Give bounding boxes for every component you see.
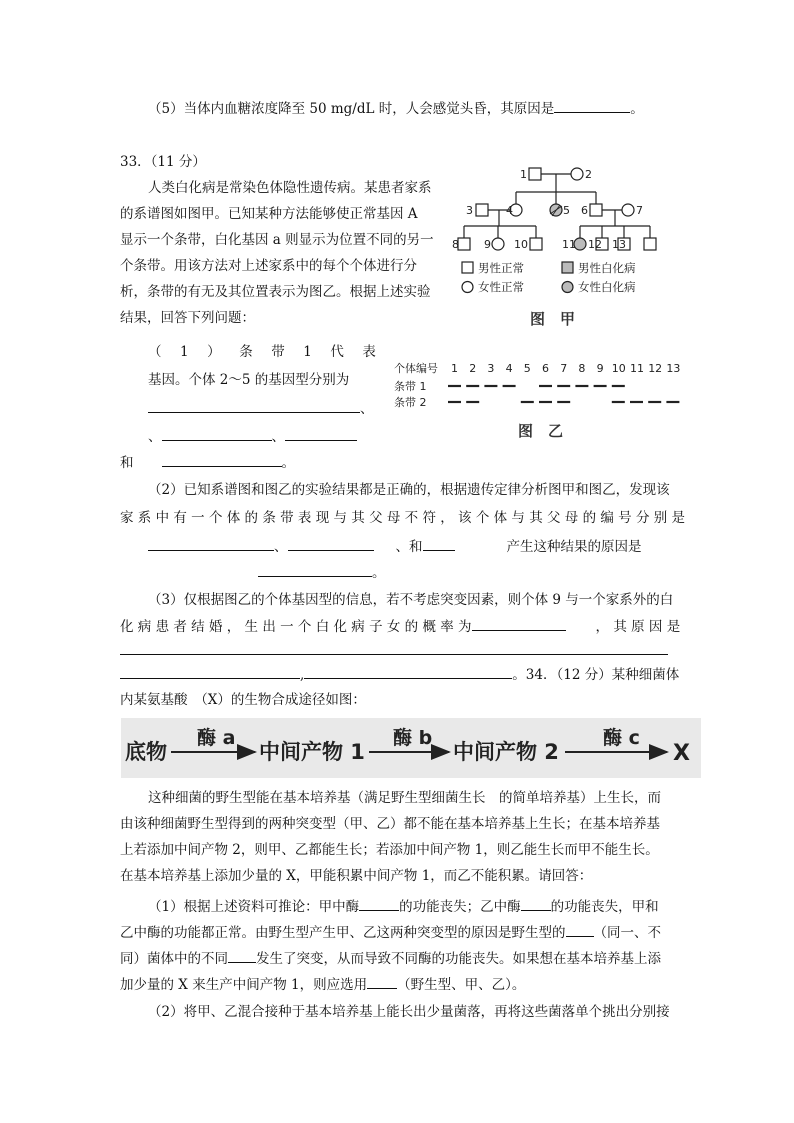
figure-jia-caption: 图 甲: [530, 310, 576, 328]
q34-q1-line2: 乙中酶的功能都正常。由野生型产生甲、乙这两种突变型的原因是野生型的 （同一、不: [120, 922, 661, 943]
intermediate-2-label: 中间产物 2: [453, 740, 559, 764]
enzyme-yi-blank[interactable]: [521, 896, 551, 911]
genotype-blank-3[interactable]: [162, 426, 272, 441]
parent-blank-2[interactable]: [423, 536, 455, 551]
pedigree-id-1: 1: [520, 168, 527, 181]
reason-blank-2[interactable]: [120, 664, 300, 679]
legend-female-albino: 女性白化病: [578, 280, 636, 294]
gene-blank[interactable]: [228, 948, 256, 963]
pedigree-id-7: 7: [636, 204, 643, 217]
select-strain-blank[interactable]: [367, 974, 397, 989]
q33-header: 33．（11 分）: [120, 154, 206, 170]
pedigree-id-12: 12: [588, 238, 602, 251]
probability-blank[interactable]: [472, 616, 566, 631]
pedigree-id-2: 2: [585, 168, 592, 181]
q34-q1-line1: （1）根据上述资料可推论：甲中酶 的功能丧失；乙中酶 的功能丧失，甲和: [148, 896, 659, 917]
q33-intro-4: 个条带。用该方法对上述家系中的每个个体进行分: [120, 258, 417, 274]
band-row-header: 个体编号: [394, 362, 438, 375]
intermediate-1-label: 中间产物 1: [259, 740, 365, 764]
band-number: 2: [469, 362, 477, 375]
q33-p3-line3: [120, 640, 668, 661]
q33-p2-line4: 。: [258, 562, 386, 583]
q33-intro-3: 显示一个条带，白化基因 a 则显示为位置不同的另一: [120, 232, 434, 248]
genotype-blank-2[interactable]: [148, 398, 360, 413]
q34-para-3: 上若添加中间产物 2，则甲、乙都能生长；若添加中间产物 1，则乙能生长而甲不能生长。: [120, 842, 659, 858]
enzyme-a-label: 酶 a: [197, 727, 236, 749]
reason-blank-1[interactable]: [120, 640, 668, 655]
legend-female-normal: 女性正常: [478, 280, 524, 294]
legend-male-normal: 男性正常: [478, 261, 524, 275]
cause-blank[interactable]: [258, 562, 372, 577]
q32-5-text: （5）当体内血糖浓度降至 50 mg/dL 时，人会感觉头昏，其原因是: [148, 101, 555, 117]
q34-q2-line1: （2）将甲、乙混合接种于基本培养基上能长出少量菌落，再将这些菌落单个挑出分别接: [148, 1004, 670, 1020]
substrate-label: 底物: [125, 740, 167, 764]
band-number: 5: [523, 362, 531, 375]
pedigree-id-6: 6: [581, 204, 588, 217]
q33-p1-line3: 、: [148, 398, 374, 419]
q34-line2: 内某氨基酸 （X）的生物合成途径如图：: [120, 692, 366, 708]
genotype-blank-5[interactable]: [162, 452, 282, 467]
pedigree-id-9: 9: [484, 238, 491, 251]
band-number: 10: [611, 362, 626, 375]
pedigree-id-4: 4: [506, 204, 513, 217]
enzyme-c-label: 酶 c: [603, 727, 640, 749]
q33-p2-line1: （2）已知系谱图和图乙的实验结果都是正确的，根据遗传定律分析图甲和图乙，发现该: [148, 482, 670, 498]
pedigree-id-10: 10: [514, 238, 528, 251]
q33-p2-line2: 家 系 中 有 一 个 体 的 条 带 表 现 与 其 父 母 不 符 ， 该 个 体 与 其 父 母 的 编 号 分 别 是: [120, 510, 686, 526]
band-number: 4: [505, 362, 513, 375]
pathway-diagram: [121, 718, 701, 778]
band-number: 9: [596, 362, 604, 375]
q34-para-2: 由该种细菌野生型得到的两种突变型（甲、乙）都不能在基本培养基上生长；在基本培养基: [120, 816, 660, 832]
q34-para-4: 在基本培养基上添加少量的 X，甲能积累中间产物 1，而乙不能积累。请回答：: [120, 868, 593, 884]
band-number: 13: [666, 362, 681, 375]
legend-male-albino: 男性白化病: [578, 261, 636, 275]
product-x-label: X: [673, 741, 690, 766]
q33-p1-line5: 和 。: [120, 452, 295, 473]
q32-5-line: [148, 98, 644, 119]
pedigree-figure: [452, 160, 672, 336]
reason-blank-3[interactable]: [304, 664, 512, 679]
pedigree-id-8: 8: [452, 238, 459, 251]
band-number: 11: [630, 362, 644, 375]
same-diff-blank[interactable]: [566, 922, 594, 937]
enzyme-b-label: 酶 b: [393, 727, 433, 749]
parent-blank-1[interactable]: [288, 536, 374, 551]
genotype-blank-4[interactable]: [285, 426, 357, 441]
q33-intro-2: 的系谱图如图甲。已知某种方法能够使正常基因 A: [120, 206, 418, 222]
q34-q1-line4: 加少量的 X 来生产中间产物 1，则应选用 （野生型、甲、乙）。: [120, 974, 525, 995]
q33-p3-line2: 化 病 患 者 结 婚 ， 生 出 一 个 白 化 病 子 女 的 概 率 为 ， 其 原 因 是: [120, 616, 680, 637]
band-figure: [392, 360, 692, 448]
q33-p1-line2: 基因。个体 2～5 的基因型分别为: [148, 372, 350, 388]
individual-blank[interactable]: [148, 536, 274, 551]
q33-p2-line3: 、 、和 产生这种结果的原因是: [148, 536, 642, 557]
band-number: 6: [542, 362, 549, 375]
q34-para-1: 这种细菌的野生型能在基本培养基（满足野生型细菌生长 的简单培养基）上生长，而: [148, 790, 661, 806]
q32-5-blank[interactable]: [554, 98, 630, 113]
enzyme-jia-blank[interactable]: [359, 896, 399, 911]
band-number: 8: [578, 362, 586, 375]
figure-yi-caption: 图 乙: [518, 422, 564, 440]
band-number: 1: [451, 362, 458, 375]
q33-p1-line4: 、 、: [148, 426, 357, 447]
q33-intro-1: 人类白化病是常染色体隐性遗传病。某患者家系: [148, 180, 432, 196]
band-2-label: 条带 2: [394, 396, 427, 409]
band-number: 7: [560, 362, 568, 375]
pedigree-id-5: 5: [563, 204, 570, 217]
q34-header: 34．（12 分）某种细菌体: [525, 667, 680, 683]
q33-intro-6: 结果，回答下列问题：: [120, 310, 255, 326]
pedigree-id-3: 3: [466, 204, 473, 217]
pedigree-id-13: 13: [612, 238, 626, 251]
q32-5-end: 。: [630, 101, 644, 117]
q33-p1-line1: （ 1 ） 条 带 1 代 表: [148, 344, 376, 360]
band-number: 12: [648, 362, 663, 375]
band-1-label: 条带 1: [394, 380, 427, 393]
pedigree-id-11: 11: [562, 238, 576, 251]
q33-p3-line4: , 。34．（12 分）某种细菌体: [120, 664, 679, 685]
band-number: 3: [487, 362, 495, 375]
q34-q1-line3: 同）菌体中的不同 发生了突变，从而导致不同酶的功能丧失。如果想在基本培养基上添: [120, 948, 661, 969]
q33-intro-5: 析，条带的有无及其位置表示为图乙。根据上述实验: [120, 284, 431, 300]
q33-p3-line1: （3）仅根据图乙的个体基因型的信息，若不考虑突变因素，则个体 9 与一个家系外的白: [148, 592, 674, 608]
